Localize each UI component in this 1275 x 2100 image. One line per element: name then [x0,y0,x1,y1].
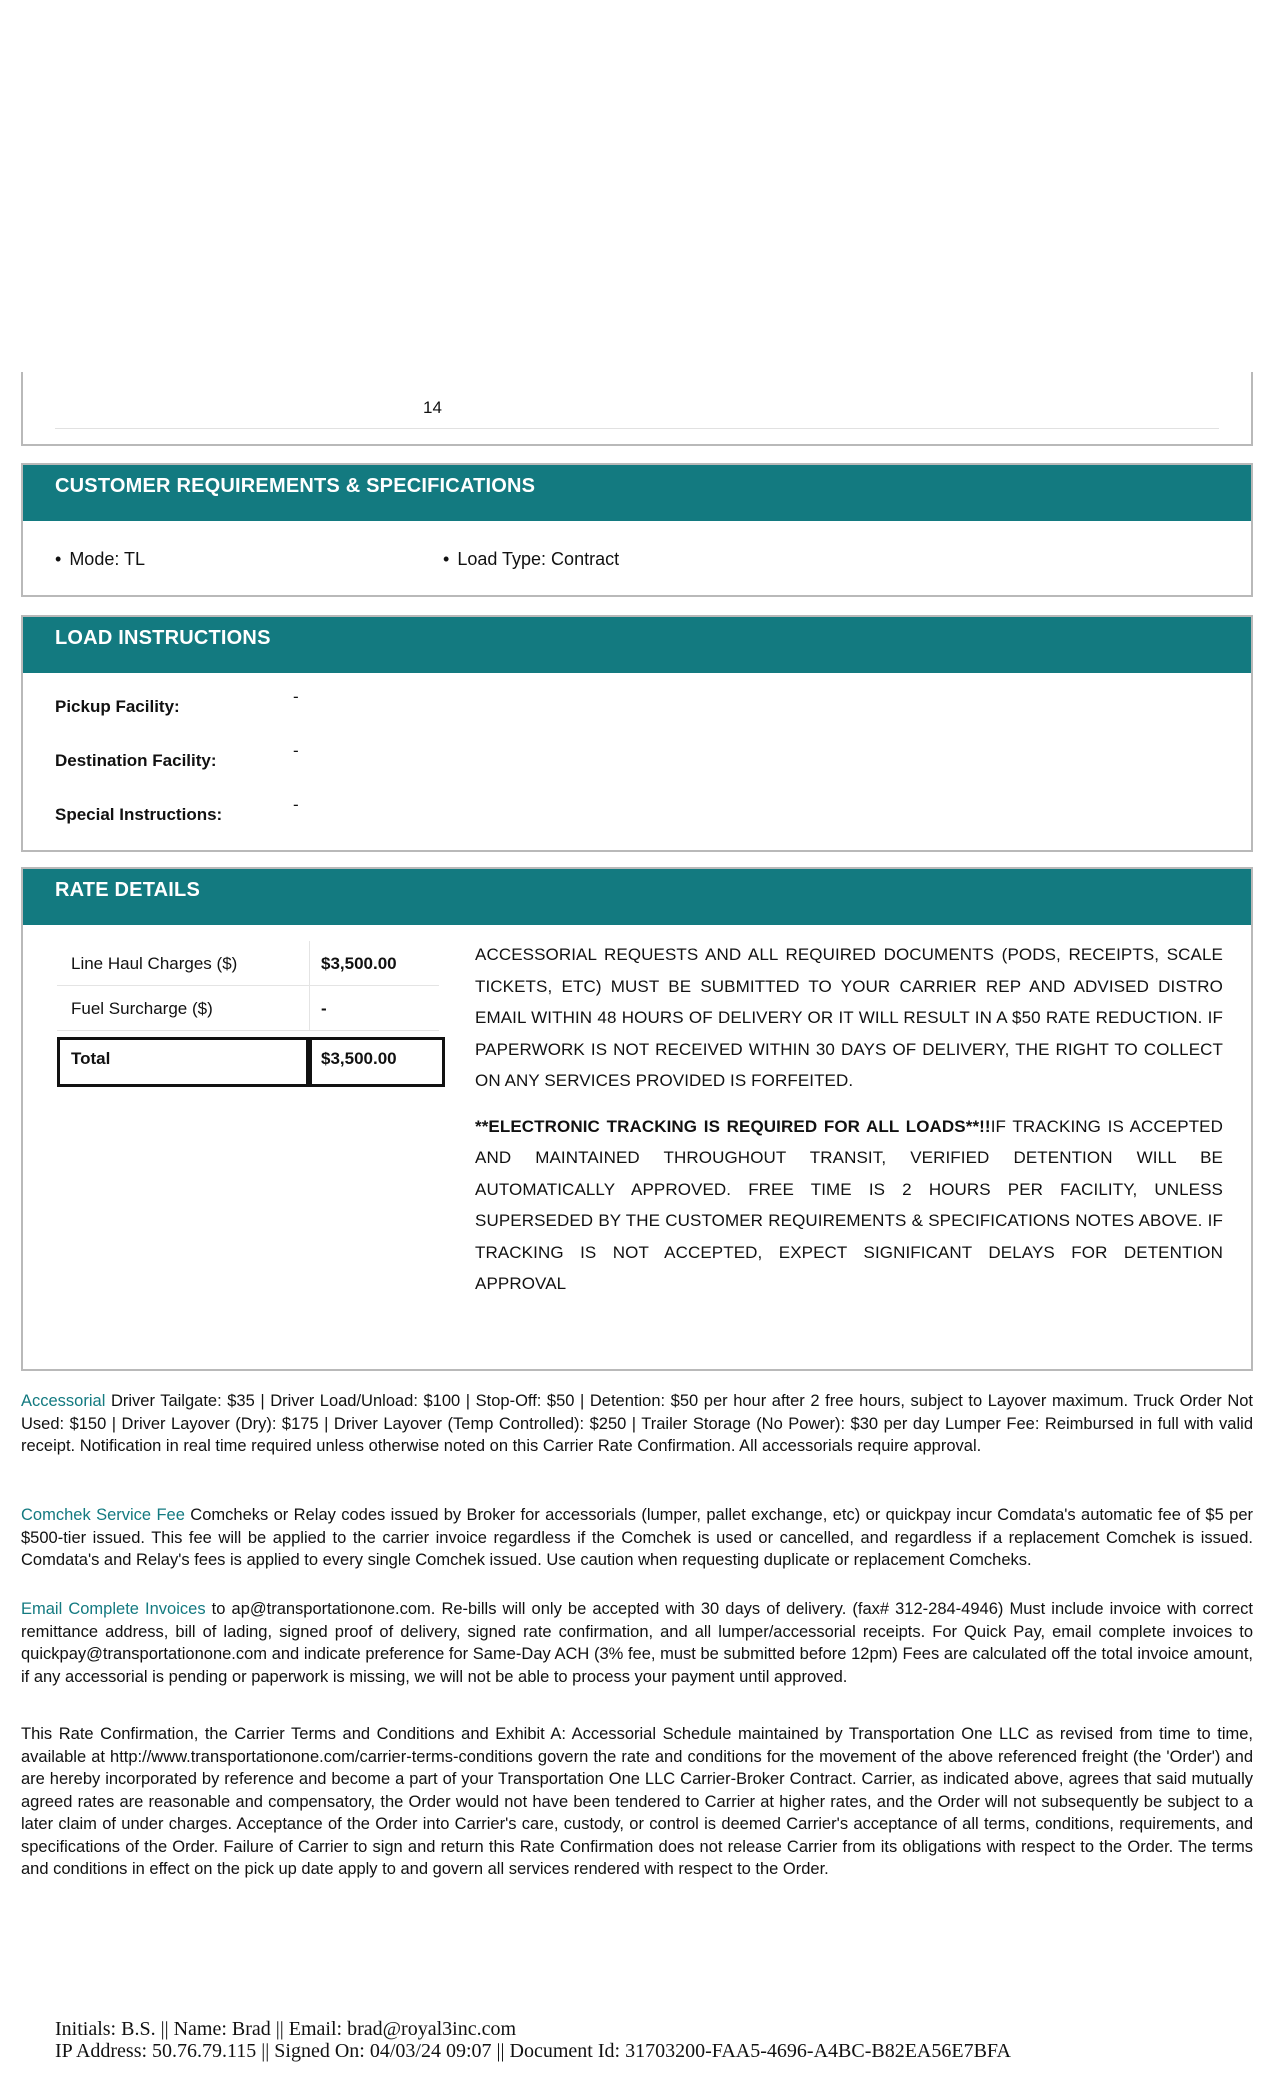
comchek-heading: Comchek Service Fee [21,1506,185,1524]
signature-line-1: Initials: B.S. || Name: Brad || Email: brad@royal3inc.com [55,2018,517,2040]
invoices-paragraph: Email Complete Invoices to ap@transportationone.com. Re-bills will only be accepted with 30 days of delivery. (fax# 312-284-4946) Must include invoice with correct remittance address, bill of lading, signed proof of delivery, signed rate confirmation, and all lumper/accessorial receipts. For Quick Pay, email complete invoices to quickpay@transportationone.com and indicate preference for Same-Day ACH (3% fee, must be submitted before 12pm) Fees are calculated off the total invoice amount, if any accessorial is pending or paperwork is missing, we will not be able to process your payment until approved. [21,1600,1253,1686]
divider [309,941,310,985]
fuel-surcharge-value: - [321,999,327,1018]
bullet-icon: • [443,549,450,569]
total-label: Total [71,1049,111,1068]
destination-facility-label: Destination Facility: [55,751,217,770]
requirement-item: • Mode: TL [55,549,146,569]
pickup-facility-value: - [293,687,299,706]
section-title: LOAD INSTRUCTIONS [23,617,1251,673]
comchek-paragraph: Comchek Service Fee Comcheks or Relay codes issued by Broker for accessorials (lumper, pallet exchange, etc) or quickpay incur Comdata's automatic fee of $5 per $500-tier issued. This fee will be applied to the carrier invoice regardless if the Comchek is used or cancelled, and regardless if a replacement Comchek is issued. Comdata's and Relay's fees is applied to every single Comchek issued. Use caution when requesting duplicate or replacement Comcheks. [21,1506,1253,1569]
accessorial-paragraph: Accessorial Driver Tailgate: $35 | Driver Load/Unload: $100 | Stop-Off: $50 | Detention: $50 per hour after 2 free hours, subject to Layover maximum. Truck Order Not Used: $150 | Driver Layover (Dry): $175 | Driver Layover (Temp Controlled): $250 | Trailer Storage (No Power): $30 per day Lumper Fee: Reimbursed in full with valid receipt. Notification in real time required unless otherwise noted on this Carrier Rate Confirmation. All accessorials require approval. [21,1392,1253,1455]
rate-table [57,941,439,1085]
requirement-item: • Load Type: Contract [443,549,620,569]
tracking-notice-text: IF TRACKING IS ACCEPTED AND MAINTAINED THROUGHOUT TRANSIT, VERIFIED DETENTION WILL BE AUTOMATICALLY APPROVED. FREE TIME IS 2 HOURS PER FACILITY, UNLESS SUPERSEDED BY THE CUSTOMER REQUIREMENTS & SPECIFICATIONS NOTES ABOVE. IF TRACKING IS NOT ACCEPTED, EXPECT SIGNIFICANT DELAYS FOR DETENTION APPROVAL [475,1116,1223,1293]
pickup-facility-label: Pickup Facility: [55,697,180,716]
section-title: CUSTOMER REQUIREMENTS & SPECIFICATIONS [23,465,1251,521]
line-haul-label: Line Haul Charges ($) [71,954,238,973]
email-invoices-heading: Email Complete Invoices [21,1600,206,1618]
line-haul-value: $3,500.00 [321,954,397,973]
paperwork-notice: ACCESSORIAL REQUESTS AND ALL REQUIRED DOCUMENTS (PODS, RECEIPTS, SCALE TICKETS, ETC) MUST BE SUBMITTED TO YOUR CARRIER REP AND ADVISED DISTRO EMAIL WITHIN 48 HOURS OF DELIVERY OR IT WILL RESULT IN A $50 RATE REDUCTION. IF PAPERWORK IS NOT RECEIVED WITHIN 30 DAYS OF DELIVERY, THE RIGHT TO COLLECT ON ANY SERVICES PROVIDED IS FORFEITED. [475,945,1223,1090]
total-value: $3,500.00 [321,1049,397,1068]
fuel-surcharge-label: Fuel Surcharge ($) [71,999,213,1018]
continuation-value: 14 [423,398,442,417]
signature-line-2: IP Address: 50.76.79.115 || Signed On: 04/03/24 09:07 || Document Id: 31703200-FAA5-4696-A4BC-B82EA56E7BFA [55,2040,1011,2062]
divider [309,986,310,1030]
divider [55,428,1219,429]
section-title: RATE DETAILS [23,869,1251,925]
tracking-notice-bold: **ELECTRONIC TRACKING IS REQUIRED FOR ALL LOADS**!! [475,1116,991,1136]
previous-section-continuation [21,372,1253,446]
special-instructions-label: Special Instructions: [55,805,223,824]
load-instructions-section [21,615,1253,852]
customer-requirements-section [21,463,1253,597]
table-row [57,941,439,986]
destination-facility-value: - [293,741,299,760]
rate-details-section [21,867,1253,1371]
tracking-notice [475,1111,1223,1300]
rate-notices [475,939,1223,1314]
special-instructions-value: - [293,795,299,814]
accessorial-heading: Accessorial [21,1392,106,1410]
table-row [57,986,439,1031]
signature-block [55,2018,1011,2062]
terms-paragraph: This Rate Confirmation, the Carrier Terms and Conditions and Exhibit A: Accessorial Schedule maintained by Transportation One LLC as revised from time to time, available at http://www.transportationone.com/carrier-terms-conditions govern the rate and conditions for the movement of the above referenced freight (the 'Order') and are hereby incorporated by reference and become a part of your Transportation One LLC Carrier-Broker Contract. Carrier, as indicated above, agrees that said mutually agreed rates are reasonable and compensatory, the Order would not have been tendered to Carrier at higher rates, and the Order will not subsequently be subject to a later claim of under charges. Acceptance of the Order into Carrier's care, custody, or control is deemed Carrier's acceptance of all terms, conditions, requirements, and specifications of the Order. Failure of Carrier to sign and return this Rate Confirmation does not release Carrier from its obligations with respect to the Order. The terms and conditions in effect on the pick up date apply to and govern all services rendered with respect to the Order. [21,1725,1253,1878]
total-row [57,1037,439,1085]
bullet-icon: • [55,549,62,569]
